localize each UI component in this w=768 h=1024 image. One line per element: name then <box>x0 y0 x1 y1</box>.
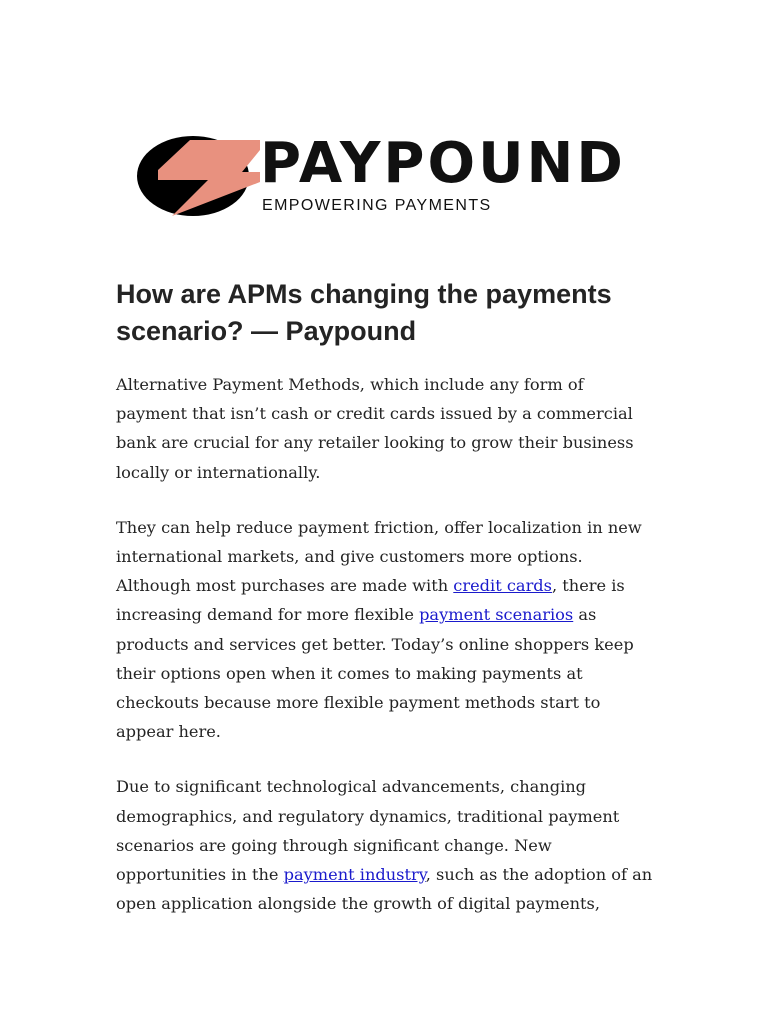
paragraph-1: Alternative Payment Methods, which include any form of payment that isn’t cash or credit cards issued by a commercial bank are crucial for any retailer looking to grow their business locally or internationally. <box>116 375 634 482</box>
logo-tagline: EMPOWERING PAYMENTS <box>262 197 492 214</box>
payment-scenarios-link[interactable]: payment scenarios <box>419 605 574 625</box>
paragraph-3-text-b: , such as the adoption of an open application alongside the growth of digital payments, <box>116 865 653 914</box>
paragraph-2 <box>116 513 656 747</box>
lightning-bolt-logo-icon <box>136 132 260 218</box>
paragraph-2-text-c: as products and services get better. Today’s online shoppers keep their options open when it comes to making payments at checkouts because more flexible payment methods start to appear here. <box>116 605 634 742</box>
paragraph-2-text-a: They can help reduce payment friction, offer localization in new international markets, and give customers more options. Although most purchases are made with <box>116 517 642 596</box>
paypound-logo <box>136 131 626 222</box>
logo-wordmark: PAYPOUND <box>260 131 626 196</box>
article-body <box>116 276 656 944</box>
credit-cards-link[interactable]: credit cards <box>453 576 552 596</box>
paragraph-2-text-b: , there is increasing demand for more flexible <box>116 576 625 625</box>
paragraph-3 <box>116 772 656 918</box>
payment-industry-link[interactable]: payment industry <box>283 865 426 885</box>
article-title: How are APMs changing the payments scenario? — Paypound <box>116 279 612 346</box>
paragraph-3-text-a: Due to significant technological advancements, changing demographics, and regulatory dynamics, traditional payment scenarios are going through significant change. New opportunities in the <box>116 777 620 885</box>
